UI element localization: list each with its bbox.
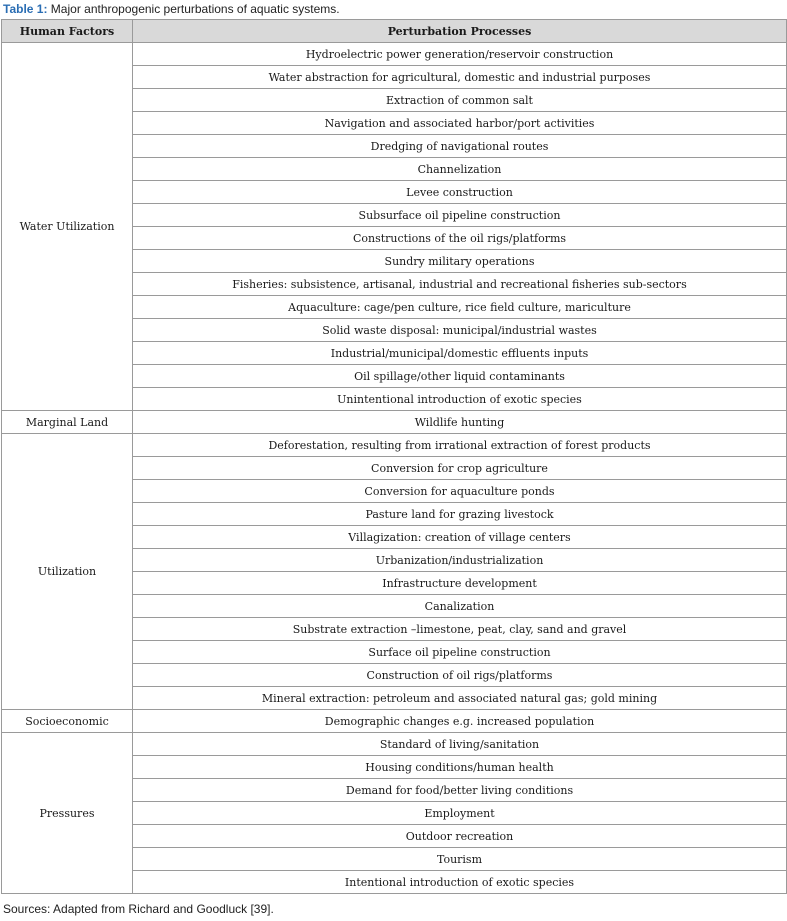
perturbation-process-cell: Constructions of the oil rigs/platforms [133,227,787,250]
human-factor-cell: Socioeconomic [2,710,133,733]
table-row [2,43,787,66]
perturbation-process-cell: Wildlife hunting [133,411,787,434]
perturbation-process-cell: Demand for food/better living conditions [133,779,787,802]
human-factor-cell: Marginal Land [2,411,133,434]
perturbation-process-cell: Water abstraction for agricultural, domestic and industrial purposes [133,66,787,89]
table-row [2,733,787,756]
perturbation-process-cell: Canalization [133,595,787,618]
perturbation-process-cell: Levee construction [133,181,787,204]
perturbation-process-cell: Industrial/municipal/domestic effluents inputs [133,342,787,365]
perturbation-process-cell: Villagization: creation of village centers [133,526,787,549]
perturbation-process-cell: Demographic changes e.g. increased population [133,710,787,733]
perturbation-process-cell: Fisheries: subsistence, artisanal, industrial and recreational fisheries sub-sectors [133,273,787,296]
table-caption [3,2,340,16]
perturbation-process-cell: Conversion for crop agriculture [133,457,787,480]
perturbation-process-cell: Sundry military operations [133,250,787,273]
table-header-row [2,20,787,43]
table-body [2,43,787,894]
table-caption-text: Major anthropogenic perturbations of aquatic systems. [47,2,340,16]
perturbation-process-cell: Aquaculture: cage/pen culture, rice field culture, mariculture [133,296,787,319]
perturbations-table [1,19,787,894]
perturbation-process-cell: Dredging of navigational routes [133,135,787,158]
header-human-factors: Human Factors [2,20,133,43]
human-factor-cell: Utilization [2,434,133,710]
table-source-note: Sources: Adapted from Richard and Goodluck [39]. [3,902,274,916]
perturbation-process-cell: Outdoor recreation [133,825,787,848]
perturbation-process-cell: Intentional introduction of exotic species [133,871,787,894]
perturbation-process-cell: Construction of oil rigs/platforms [133,664,787,687]
perturbation-process-cell: Subsurface oil pipeline construction [133,204,787,227]
table-row [2,434,787,457]
table-row [2,411,787,434]
perturbation-process-cell: Housing conditions/human health [133,756,787,779]
perturbation-process-cell: Substrate extraction –limestone, peat, clay, sand and gravel [133,618,787,641]
human-factor-cell: Pressures [2,733,133,894]
perturbation-process-cell: Extraction of common salt [133,89,787,112]
human-factor-cell: Water Utilization [2,43,133,411]
perturbation-process-cell: Deforestation, resulting from irrational extraction of forest products [133,434,787,457]
header-perturbation-processes: Perturbation Processes [133,20,787,43]
perturbation-process-cell: Hydroelectric power generation/reservoir construction [133,43,787,66]
table-row [2,710,787,733]
perturbation-process-cell: Infrastructure development [133,572,787,595]
table-caption-label: Table 1: [3,2,48,16]
perturbation-process-cell: Standard of living/sanitation [133,733,787,756]
perturbation-process-cell: Urbanization/industrialization [133,549,787,572]
perturbation-process-cell: Oil spillage/other liquid contaminants [133,365,787,388]
perturbation-process-cell: Surface oil pipeline construction [133,641,787,664]
perturbation-process-cell: Employment [133,802,787,825]
perturbation-process-cell: Unintentional introduction of exotic species [133,388,787,411]
perturbation-process-cell: Tourism [133,848,787,871]
perturbation-process-cell: Pasture land for grazing livestock [133,503,787,526]
perturbation-process-cell: Navigation and associated harbor/port activities [133,112,787,135]
perturbation-process-cell: Solid waste disposal: municipal/industrial wastes [133,319,787,342]
perturbation-process-cell: Mineral extraction: petroleum and associated natural gas; gold mining [133,687,787,710]
perturbation-process-cell: Channelization [133,158,787,181]
perturbation-process-cell: Conversion for aquaculture ponds [133,480,787,503]
